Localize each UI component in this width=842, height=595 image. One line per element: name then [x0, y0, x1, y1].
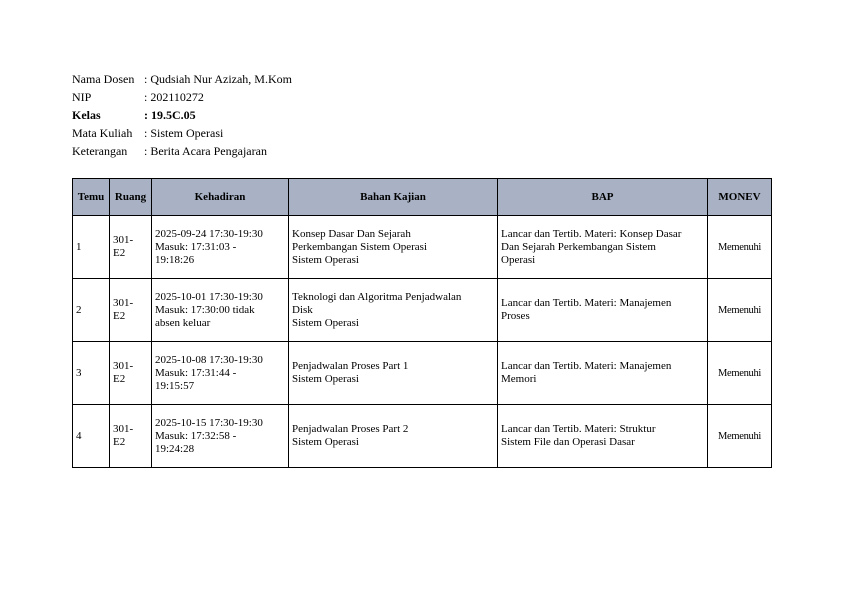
col-header-monev: MONEV — [708, 179, 772, 216]
info-value: : 202110272 — [144, 90, 204, 104]
cell-ruang: 301- E2 — [110, 279, 152, 342]
table-row — [73, 216, 772, 279]
col-header-temu: Temu — [73, 179, 110, 216]
info-label: Mata Kuliah — [72, 126, 133, 140]
cell-kehadiran: 2025-10-01 17:30-19:30 Masuk: 17:30:00 tidak absen keluar — [152, 279, 289, 342]
cell-temu: 3 — [73, 342, 110, 405]
cell-kehadiran: 2025-10-15 17:30-19:30 Masuk: 17:32:58 - 19:24:28 — [152, 405, 289, 468]
cell-temu: 1 — [73, 216, 110, 279]
cell-bahan-kajian: Teknologi dan Algoritma Penjadwalan Disk Sistem Operasi — [289, 279, 498, 342]
cell-bap: Lancar dan Tertib. Materi: Manajemen Proses — [498, 279, 708, 342]
cell-kehadiran: 2025-09-24 17:30-19:30 Masuk: 17:31:03 - 19:18:26 — [152, 216, 289, 279]
table-row — [73, 342, 772, 405]
info-value: : 19.5C.05 — [144, 108, 196, 122]
cell-bap: Lancar dan Tertib. Materi: Konsep Dasar Dan Sejarah Perkembangan Sistem Operasi — [498, 216, 708, 279]
cell-monev: Memenuhi — [708, 342, 772, 405]
cell-bap: Lancar dan Tertib. Materi: Struktur Sistem File dan Operasi Dasar — [498, 405, 708, 468]
table-row — [73, 405, 772, 468]
col-header-bap: BAP — [498, 179, 708, 216]
info-row-kelas — [72, 106, 292, 124]
col-header-ruang: Ruang — [110, 179, 152, 216]
col-header-kehadiran: Kehadiran — [152, 179, 289, 216]
table-header-row — [73, 179, 772, 216]
col-header-bahan-kajian: Bahan Kajian — [289, 179, 498, 216]
cell-ruang: 301- E2 — [110, 342, 152, 405]
info-label: Keterangan — [72, 144, 128, 158]
cell-ruang: 301- E2 — [110, 216, 152, 279]
cell-temu: 2 — [73, 279, 110, 342]
cell-bahan-kajian: Penjadwalan Proses Part 1 Sistem Operasi — [289, 342, 498, 405]
info-value: : Sistem Operasi — [144, 126, 224, 140]
cell-kehadiran: 2025-10-08 17:30-19:30 Masuk: 17:31:44 - 19:15:57 — [152, 342, 289, 405]
cell-ruang: 301- E2 — [110, 405, 152, 468]
cell-bahan-kajian: Penjadwalan Proses Part 2 Sistem Operasi — [289, 405, 498, 468]
info-row-nama-dosen — [72, 70, 292, 88]
info-row-nip — [72, 88, 292, 106]
cell-temu: 4 — [73, 405, 110, 468]
info-label: Nama Dosen — [72, 72, 135, 86]
table-row — [73, 279, 772, 342]
cell-monev: Memenuhi — [708, 279, 772, 342]
cell-bap: Lancar dan Tertib. Materi: Manajemen Memori — [498, 342, 708, 405]
cell-monev: Memenuhi — [708, 216, 772, 279]
attendance-table — [72, 178, 772, 468]
info-value: : Qudsiah Nur Azizah, M.Kom — [144, 72, 292, 86]
info-label: Kelas — [72, 108, 101, 122]
cell-monev: Memenuhi — [708, 405, 772, 468]
info-label: NIP — [72, 90, 92, 104]
lecturer-info — [72, 70, 292, 160]
cell-bahan-kajian: Konsep Dasar Dan Sejarah Perkembangan Sistem Operasi Sistem Operasi — [289, 216, 498, 279]
info-row-keterangan — [72, 142, 292, 160]
info-row-mata-kuliah — [72, 124, 292, 142]
info-value: : Berita Acara Pengajaran — [144, 144, 267, 158]
